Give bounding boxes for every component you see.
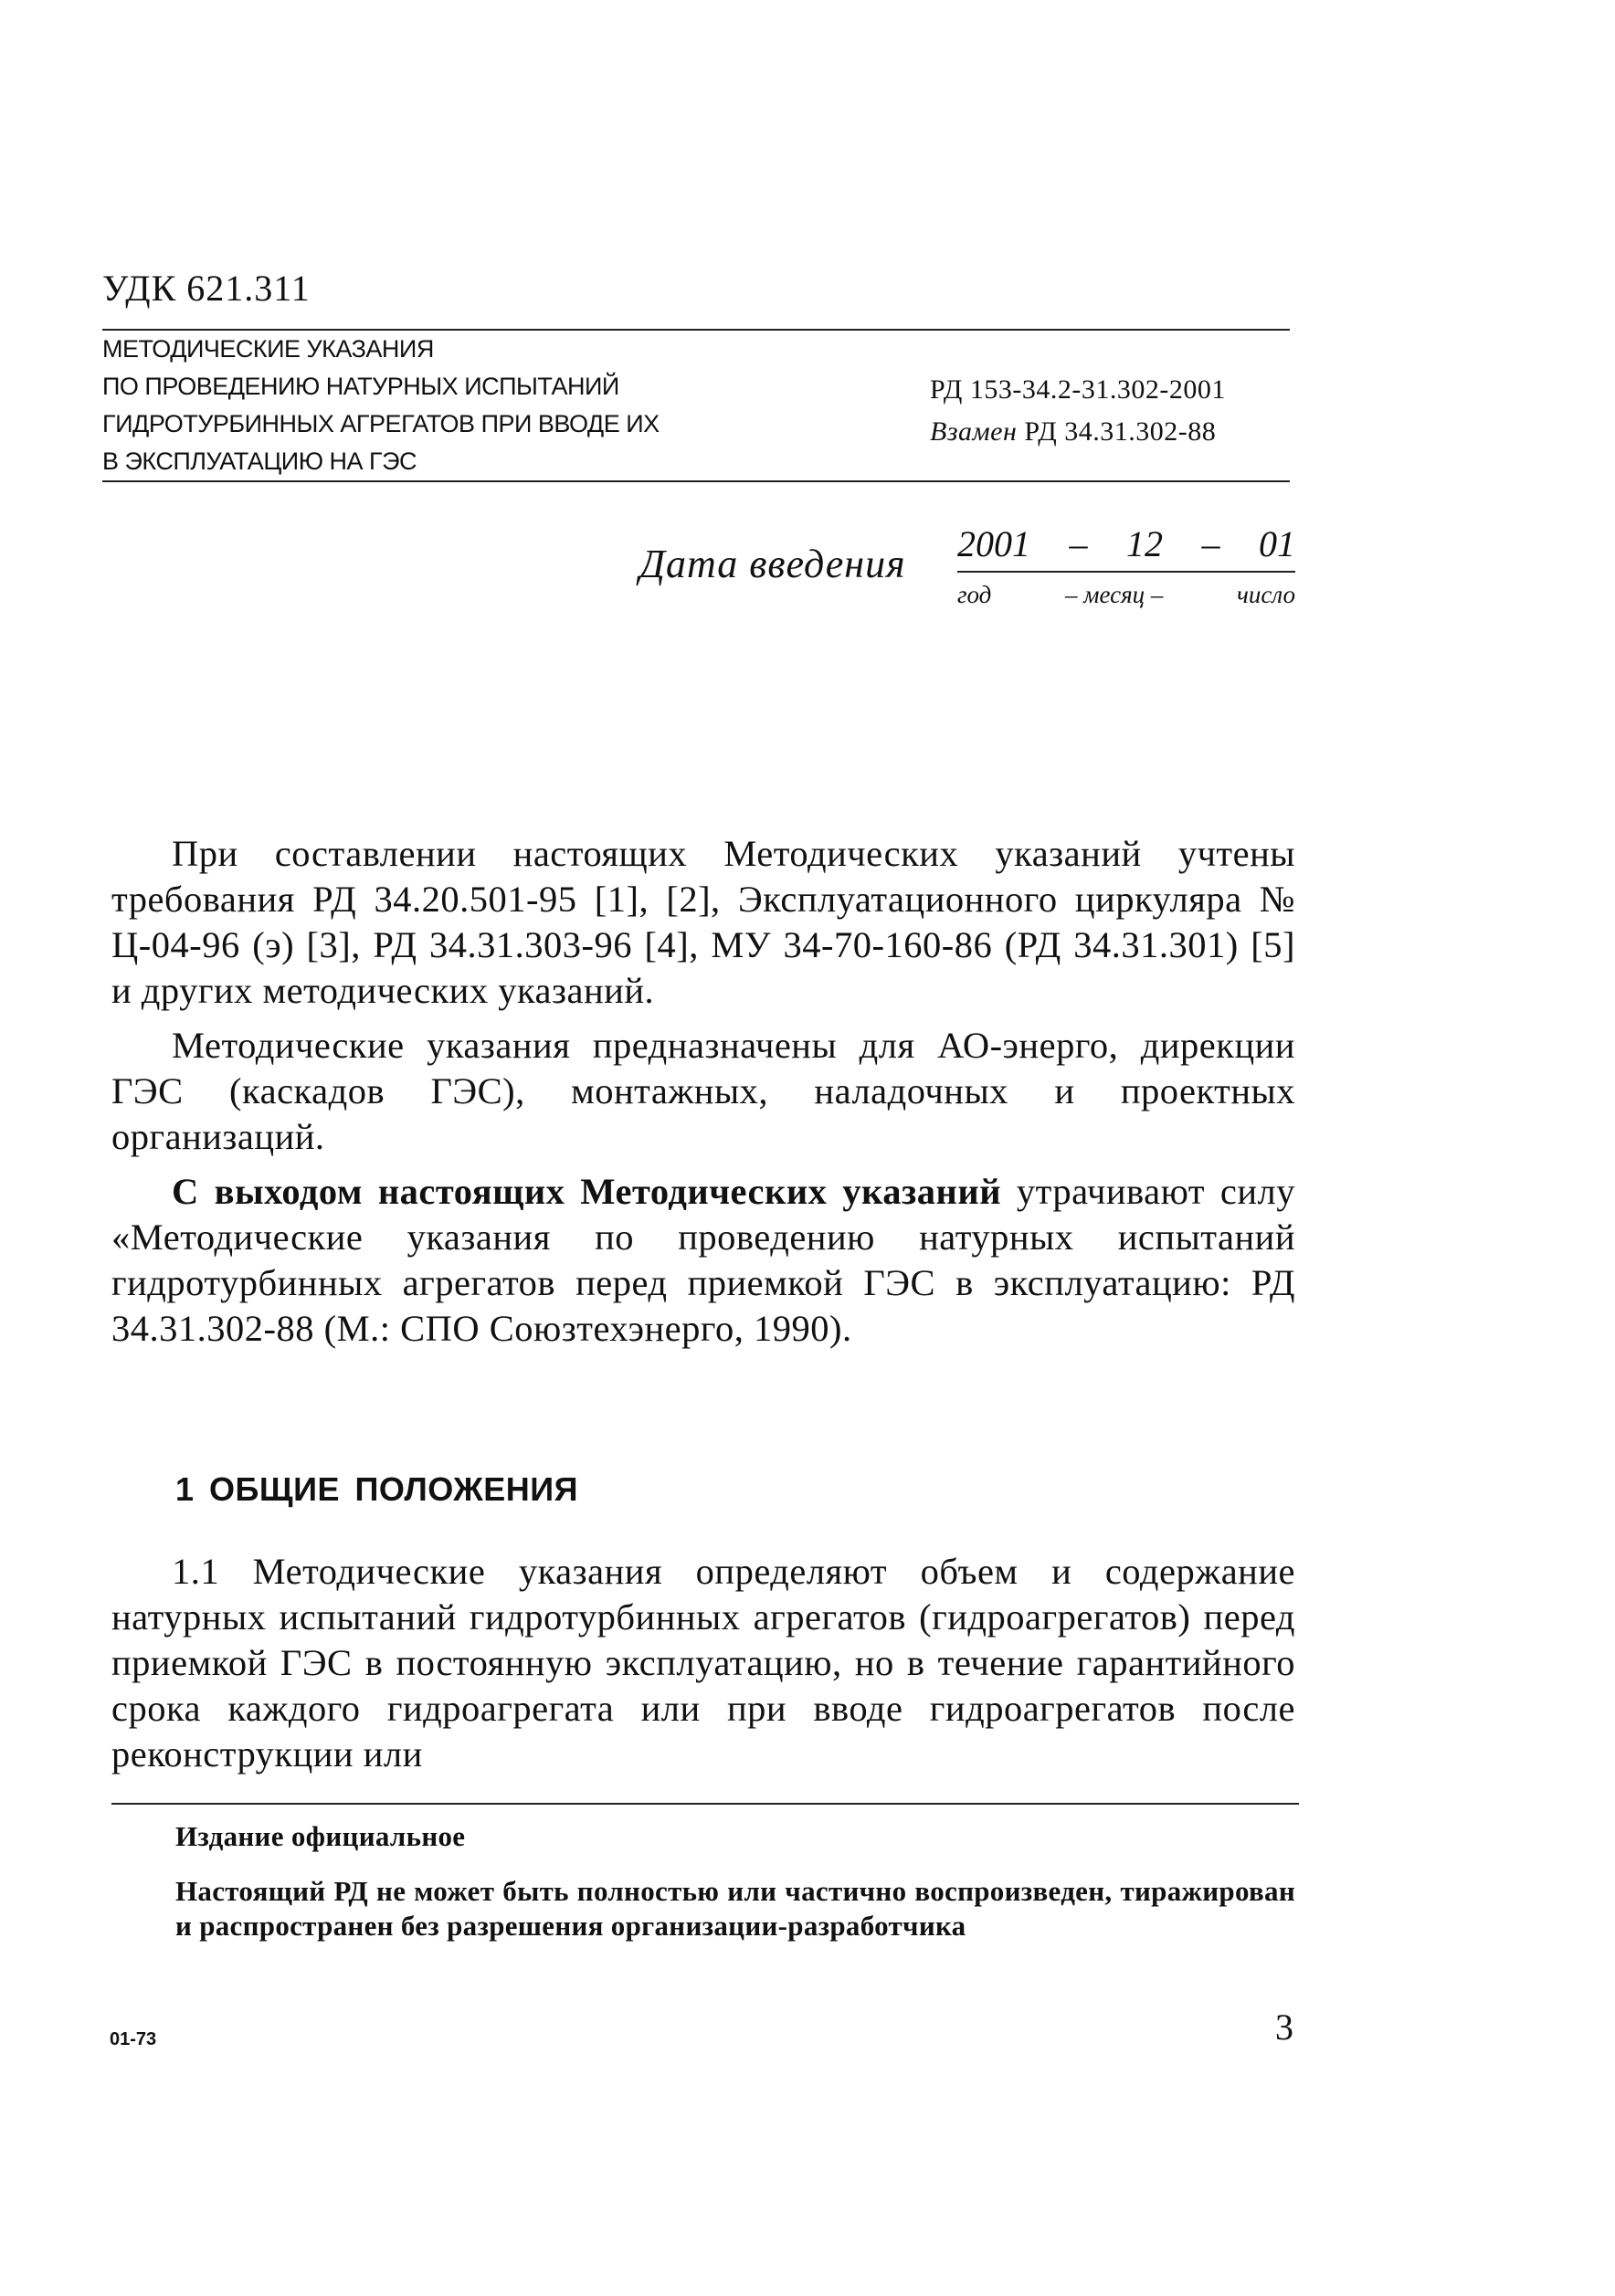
intro-date-day: 01 [1259,523,1295,564]
replaces-line [930,411,1295,453]
title-line: ГИДРОТУРБИННЫХ АГРЕГАТОВ ПРИ ВВОДЕ ИХ [102,410,660,437]
paragraph-lead-bold: С выходом настоящих Методических указаний [172,1171,1002,1212]
document-title [102,331,760,480]
paragraph-rest: утрачивают силу «Методические указания по проведению натурных испытаний гидротурбинных агрегатов перед приемкой ГЭС в эксплуатацию: РД 34.31.302-88 (М.: СПО Союзтехэнерго, 1990). [111,1171,1295,1349]
header-bottom-rule [102,480,1290,482]
caption-year: год [957,581,992,608]
paragraph: 1.1 Методические указания определяют объем и содержание натурных испытаний гидротурбинных агрегатов (гидроагрегатов) перед приемкой ГЭС в постоянную эксплуатацию, но в течение гарантийного срока каждого гидроагрегата или при вводе гидроагрегатов после реконструкции или [111,1551,1295,1775]
title-line: В ЭКСПЛУАТАЦИЮ НА ГЭС [102,448,417,475]
official-edition-label: Издание официальное [175,1820,466,1852]
document-code-block [930,369,1295,453]
footnote [175,1819,1295,1943]
date-dash: – [1069,523,1088,564]
section-body [111,1549,1295,1777]
paragraph: При составлении настоящих Методических указаний учтены требования РД 34.20.501-95 [1], [2], Эксплуатационного циркуляра № Ц-04-96 (э) [3], РД 34.31.303-96 [4], МУ 34-70-160-86 (РД 34.31.301) [5] и других методических указаний. [111,833,1295,1011]
intro-date-label: Дата введения [639,542,906,586]
preamble [111,831,1295,1361]
replaces-code: РД 34.31.302-88 [1024,416,1217,447]
intro-date-caption [957,581,1295,609]
paragraph [111,1169,1295,1352]
title-line: ПО ПРОВЕДЕНИЮ НАТУРНЫХ ИСПЫТАНИЙ [102,373,619,400]
document-code: РД 153-34.2-31.302-2001 [930,374,1226,405]
intro-date [630,522,1297,632]
caption-day: число [1237,581,1295,608]
intro-date-month: 12 [1126,523,1163,564]
caption-month: – месяц – [1064,581,1164,608]
copyright-notice: Настоящий РД не может быть полностью или частично воспроизведен, тиражирован и распространен без разрешения организации-разработчика [175,1875,1295,1942]
intro-date-year: 2001 [957,523,1030,564]
udk-code: УДК 621.311 [102,268,311,309]
title-line: МЕТОДИЧЕСКИЕ УКАЗАНИЯ [102,335,434,363]
replaces-label: Взамен [930,416,1018,447]
footnote-rule [111,1803,1299,1805]
page-number: 3 [1275,2006,1293,2048]
print-code: 01-73 [110,2029,157,2049]
section-heading: 1 ОБЩИЕ ПОЛОЖЕНИЯ [175,1470,579,1508]
intro-date-value [957,522,1295,573]
date-dash: – [1201,523,1220,564]
paragraph: Методические указания предназначены для АО-энерго, дирекции ГЭС (каскадов ГЭС), монтажных, наладочных и проектных организаций. [111,1025,1295,1157]
